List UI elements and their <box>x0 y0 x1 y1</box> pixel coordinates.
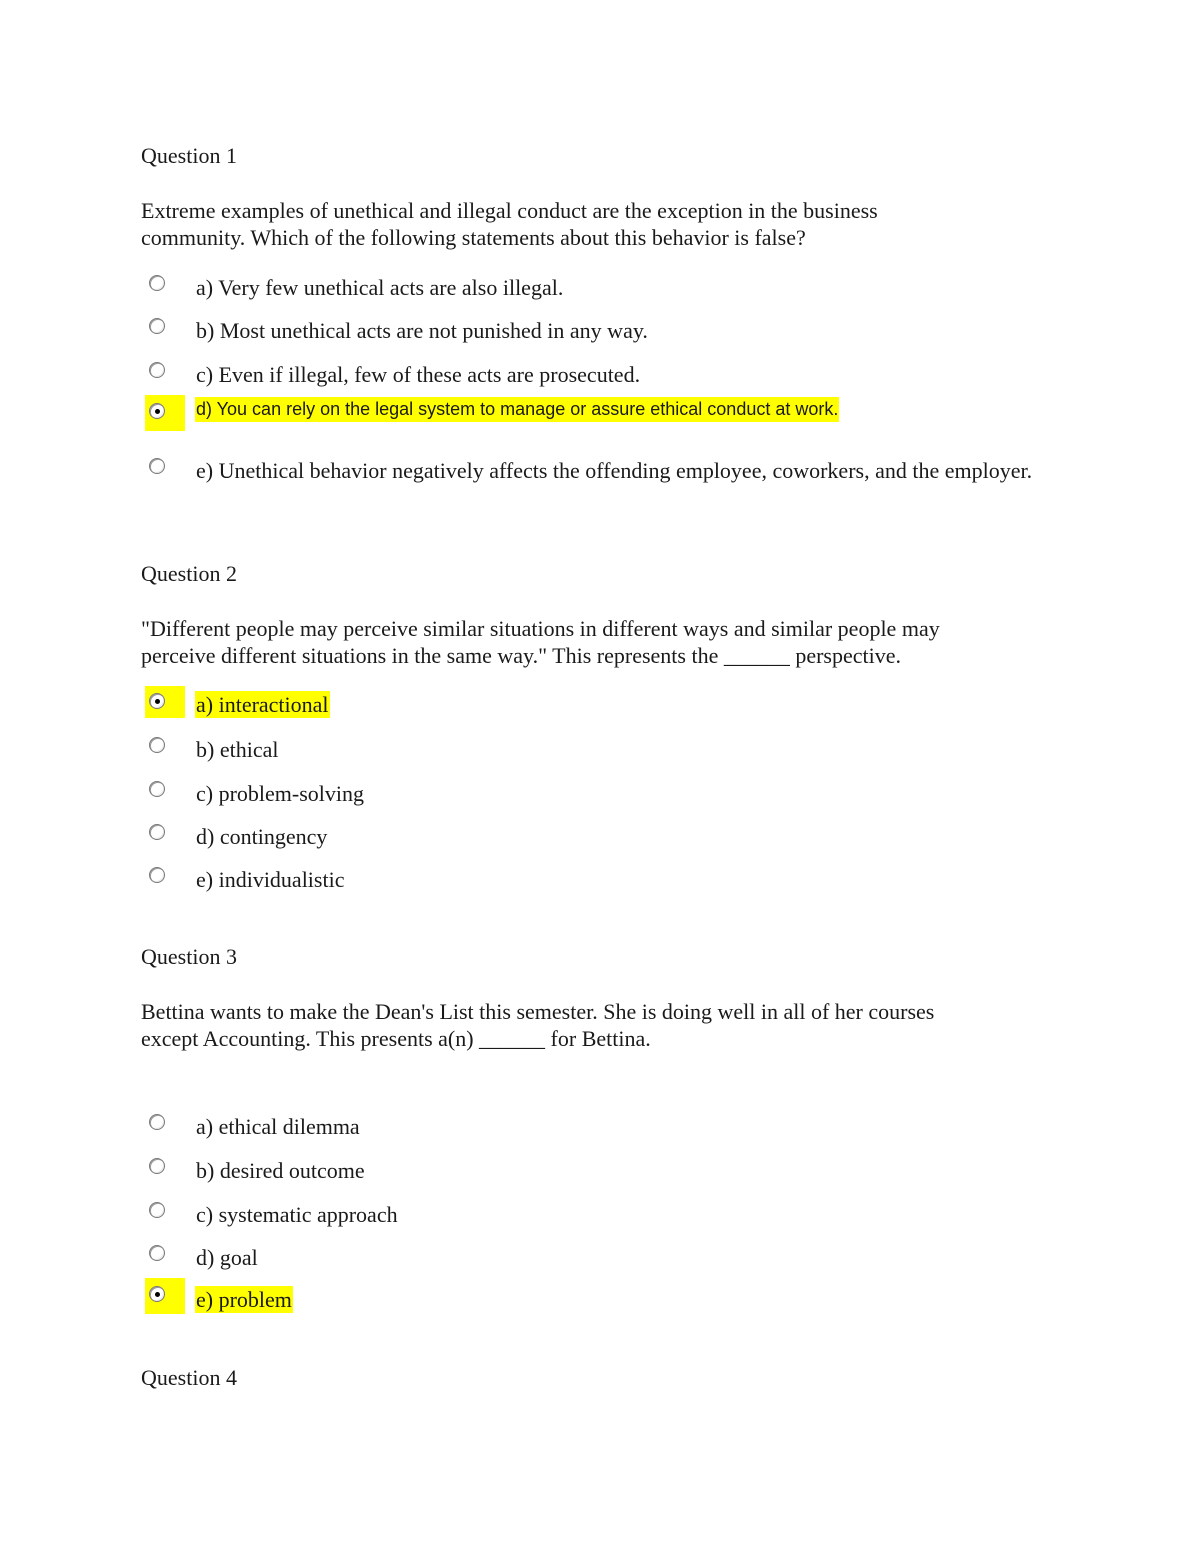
radio-button[interactable] <box>145 821 185 861</box>
radio-button[interactable] <box>145 864 185 904</box>
option-label: e) Unethical behavior negatively affects the offending employee, coworkers, and the employer. <box>196 458 1033 483</box>
radio-button[interactable] <box>145 315 185 355</box>
radio-button[interactable] <box>145 1199 185 1239</box>
option-label: d) goal <box>196 1245 258 1270</box>
radio-button[interactable] <box>145 778 185 818</box>
radio-circle-icon[interactable] <box>149 1202 165 1218</box>
radio-button[interactable] <box>145 359 185 399</box>
radio-button[interactable] <box>145 272 185 312</box>
radio-selected-icon[interactable] <box>149 693 165 709</box>
option-label-highlighted: a) interactional <box>196 692 329 717</box>
radio-circle-icon[interactable] <box>149 824 165 840</box>
radio-button[interactable] <box>145 734 185 774</box>
radio-circle-icon[interactable] <box>149 362 165 378</box>
radio-dot-icon <box>155 1292 160 1297</box>
radio-circle-icon[interactable] <box>149 781 165 797</box>
radio-button-selected[interactable] <box>145 1278 185 1314</box>
option-label: c) problem-solving <box>196 781 365 806</box>
question-3-text <box>141 998 1081 1052</box>
radio-button-selected[interactable] <box>145 686 185 718</box>
question-1-title: Question 1 <box>141 143 237 168</box>
radio-selected-icon[interactable] <box>149 403 165 419</box>
question-2-text-line-2: perceive different situations in the same way." This represents the ______ perspective. <box>141 643 902 668</box>
radio-circle-icon[interactable] <box>149 737 165 753</box>
question-1-text <box>141 197 1081 251</box>
radio-circle-icon[interactable] <box>149 1114 165 1130</box>
radio-dot-icon <box>155 699 160 704</box>
option-label: a) Very few unethical acts are also illegal. <box>196 275 564 300</box>
option-label: c) systematic approach <box>196 1202 398 1227</box>
radio-selected-icon[interactable] <box>149 1286 165 1302</box>
option-label: d) contingency <box>196 824 328 849</box>
radio-circle-icon[interactable] <box>149 275 165 291</box>
radio-circle-icon[interactable] <box>149 458 165 474</box>
radio-circle-icon[interactable] <box>149 867 165 883</box>
question-2-title: Question 2 <box>141 561 237 586</box>
question-1-text-line-1: Extreme examples of unethical and illegal conduct are the exception in the business <box>141 198 878 223</box>
question-3-text-line-1: Bettina wants to make the Dean's List this semester. She is doing well in all of her courses <box>141 999 935 1024</box>
option-label-highlighted: e) problem <box>196 1287 292 1312</box>
question-3-text-line-2: except Accounting. This presents a(n) ______ for Bettina. <box>141 1026 651 1051</box>
question-4-title: Question 4 <box>141 1365 237 1390</box>
radio-circle-icon[interactable] <box>149 1245 165 1261</box>
option-label: a) ethical dilemma <box>196 1114 360 1139</box>
radio-button[interactable] <box>145 1111 185 1151</box>
option-label: b) ethical <box>196 737 279 762</box>
question-3-title: Question 3 <box>141 944 237 969</box>
option-label-highlighted: d) You can rely on the legal system to manage or assure ethical conduct at work. <box>195 397 839 422</box>
option-label: c) Even if illegal, few of these acts are prosecuted. <box>196 362 641 387</box>
question-2-text <box>141 615 1081 669</box>
option-label: b) desired outcome <box>196 1158 365 1183</box>
option-label: b) Most unethical acts are not punished in any way. <box>196 318 648 343</box>
question-2-text-line-1: "Different people may perceive similar situations in different ways and similar people may <box>141 616 940 641</box>
radio-dot-icon <box>155 409 160 414</box>
option-label: e) individualistic <box>196 867 345 892</box>
radio-circle-icon[interactable] <box>149 318 165 334</box>
radio-button[interactable] <box>145 1155 185 1195</box>
radio-circle-icon[interactable] <box>149 1158 165 1174</box>
radio-button[interactable] <box>145 1242 185 1282</box>
radio-button-selected[interactable] <box>145 395 185 431</box>
question-1-text-line-2: community. Which of the following statements about this behavior is false? <box>141 225 806 250</box>
radio-button[interactable] <box>145 455 185 495</box>
